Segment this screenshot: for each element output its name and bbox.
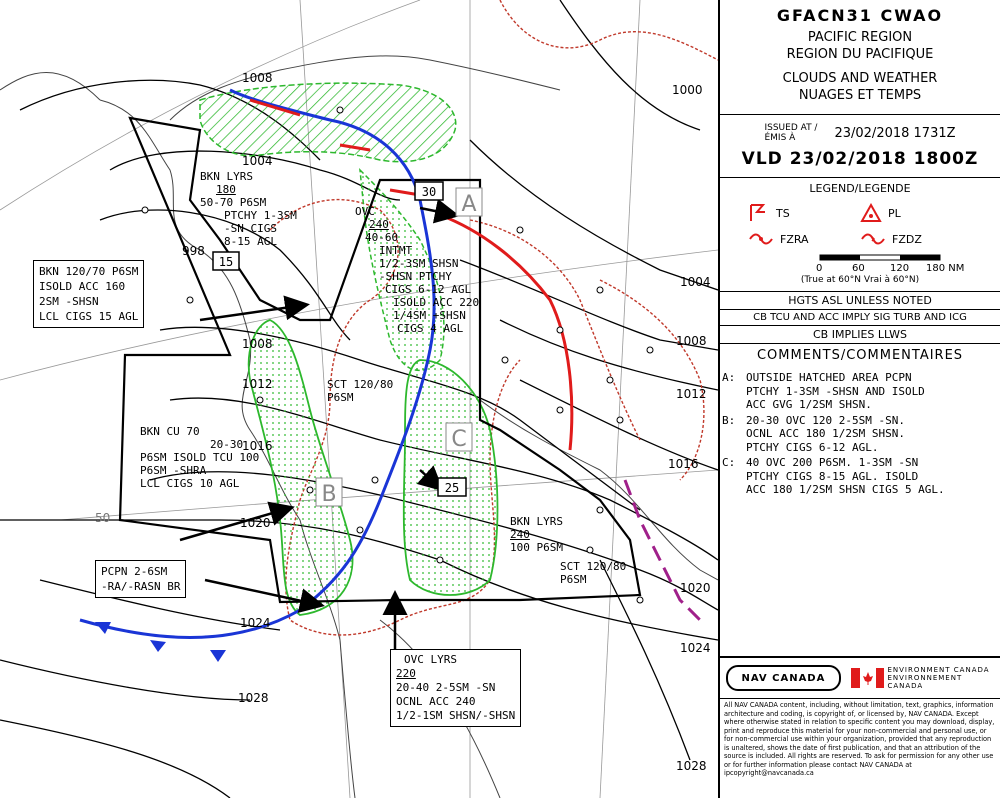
box-line: ISOLD ACC 160 <box>39 280 126 293</box>
area-c-label: C <box>451 427 467 452</box>
isobar-label: 1008 <box>242 337 273 351</box>
coast-line: BKN CU 70 <box>140 425 200 438</box>
se2-line: P6SM <box>560 573 587 586</box>
product-en: CLOUDS AND WEATHER <box>782 71 938 86</box>
nav-canada-logo: NAV CANADA <box>726 665 841 691</box>
center-line: 240 <box>369 218 389 231</box>
center-line: 40-60 <box>365 231 399 244</box>
center-line: 1/4SM +SHSN <box>393 309 466 322</box>
se2-line: SCT 120/80 <box>560 560 627 573</box>
cb-tcu-note: CB TCU AND ACC IMPLY SIG TURB AND ICG <box>753 312 967 323</box>
box-line: 1/2-1SM SHSN/-SHSN <box>396 709 516 722</box>
env-fr: ENVIRONNEMENT CANADA <box>887 674 963 690</box>
legend-label: TS <box>776 206 790 220</box>
comments-list <box>720 363 1000 497</box>
area-a-label: A <box>461 192 477 217</box>
box-line: -RA/-RASN BR <box>101 580 181 593</box>
coast-line: LCL CIGS 10 AGL <box>140 477 240 490</box>
legend-pl <box>860 203 972 223</box>
latitude-label: 50 <box>95 511 111 525</box>
comment-line: OUTSIDE HATCHED AREA PCPN <box>746 371 912 384</box>
comment-line: 20-30 OVC 120 2-5SM -SN. <box>746 413 905 427</box>
comment-line: PTCHY 1-3SM -SHSN AND ISOLD <box>746 384 925 398</box>
comment-line: PTCHY CIGS 8-15 AGL. ISOLD <box>746 469 919 483</box>
scale-tick: 120 <box>890 263 910 274</box>
isobar-label: 1012 <box>676 387 707 401</box>
movement-speed-west: 15 <box>218 255 234 269</box>
copyright-notice: All NAV CANADA content, including, without limitation, text, graphics, information architecture and coding, is copyright of, or licensed by, NAV CANADA. Except where otherwise stated in relation to specific content you may download, display, print and reproduce this material for your non-commercial and personal use, or for non-commercial use within your organization, provided that any reproduction is unaltered, shows the date of first publication, and that an attribution of the source is included. All rights are reserved. To ask for permission for any other use or for further information please contact NAV CANADA at ipcopyright@navcanada.ca <box>724 701 995 777</box>
isobar-label: 1004 <box>680 275 711 289</box>
isobar-label: 1024 <box>240 616 271 630</box>
isobar-label: 1008 <box>676 334 707 348</box>
chart-id: GFACN31 CWAO <box>776 6 944 25</box>
center-line: -SHSN PTCHY <box>379 270 452 283</box>
ice-pellets-icon <box>860 203 882 223</box>
movement-speed-a: 30 <box>421 185 437 199</box>
region-en: PACIFIC REGION <box>807 30 913 45</box>
south-conditions-box <box>390 649 521 727</box>
movement-speed-c: 25 <box>444 481 460 495</box>
legend-grid <box>720 195 1000 247</box>
sct-line: SCT 120/80 <box>327 378 394 391</box>
env-canada-logo <box>851 666 1000 690</box>
freezing-drizzle-icon <box>860 231 886 247</box>
center-area-text <box>355 205 479 335</box>
comment-b <box>722 414 996 455</box>
scale-tick: 0 <box>816 263 823 274</box>
center-line: INTMT <box>379 244 413 257</box>
nw-line: 180 <box>216 183 236 196</box>
box-line: OCNL ACC 240 <box>396 695 476 708</box>
scale-note: (True at 60°N Vrai à 60°N) <box>800 275 920 285</box>
issued-row <box>720 123 1000 143</box>
nw-area-text <box>200 170 297 248</box>
center-line: CIGS 6-12 AGL <box>385 283 472 296</box>
coastline <box>0 56 718 798</box>
nw-line: PTCHY 1-3SM <box>224 209 297 222</box>
isobar-label: 1028 <box>676 759 707 773</box>
nw-line: 50-70 P6SM <box>200 196 267 209</box>
area-b-label: B <box>321 482 337 507</box>
product-fr: NUAGES ET TEMPS <box>798 88 922 103</box>
legend-title: LEGEND/LEGENDE <box>809 182 911 195</box>
canada-flag-icon <box>851 668 885 688</box>
nw-line: 8-15 AGL <box>224 235 277 248</box>
isobar-label: 1016 <box>668 457 699 471</box>
center-line: ISOLD ACC 220 <box>393 296 480 309</box>
se-area-text <box>510 515 563 554</box>
thunderstorm-icon <box>748 203 770 223</box>
info-panel <box>718 0 1000 798</box>
sct-line: P6SM <box>327 391 354 404</box>
legend-ts <box>748 203 860 223</box>
area-b-dots <box>249 320 353 615</box>
se-line: 100 P6SM <box>510 541 563 554</box>
sct-text <box>327 378 393 404</box>
se-line: BKN LYRS <box>510 515 563 528</box>
se-line: 240 <box>510 528 530 541</box>
logos-row <box>720 656 1000 699</box>
legend-label: FZDZ <box>892 232 922 246</box>
coast-line: P6SM ISOLD TCU 100 <box>140 451 260 464</box>
legend-fzra <box>748 231 860 247</box>
isobar-label: 1028 <box>238 691 269 705</box>
cb-llws-note: CB IMPLIES LLWS <box>813 328 907 341</box>
comment-line: PTCHY CIGS 6-12 AGL. <box>746 440 879 454</box>
isobar-label: 1004 <box>242 154 273 168</box>
trough-line <box>625 480 700 620</box>
legend-label: PL <box>888 206 901 220</box>
isobar-label: 1012 <box>242 377 273 391</box>
comment-line: ACC 180 1/2SM SHSN CIGS 5 AGL. <box>746 483 945 496</box>
isobar-label: 1000 <box>672 83 703 97</box>
comment-line: 40 OVC 200 P6SM. 1-3SM -SN <box>746 456 919 469</box>
isobar-label: 1020 <box>680 581 711 595</box>
center-line: OVC <box>355 205 375 218</box>
isobar-label: 1024 <box>680 641 711 655</box>
freezing-rain-icon <box>748 231 774 247</box>
distance-scale <box>720 253 1000 287</box>
title-block <box>720 0 1000 104</box>
legend-fzdz <box>860 231 972 247</box>
comment-key: B: <box>722 413 736 427</box>
box-line: 20-40 2-5SM -SN <box>396 681 496 694</box>
pcpn-box <box>95 560 186 598</box>
issued-value: 23/02/2018 1731Z <box>834 125 956 141</box>
comment-key: C: <box>722 456 736 469</box>
box-line: 220 <box>396 667 416 680</box>
scale-tick: 180 NM <box>926 263 965 274</box>
issued-label: ISSUED AT / ÉMIS À <box>764 123 818 143</box>
center-line: CIGS 4 AGL <box>397 322 464 335</box>
comment-c <box>722 456 996 497</box>
center-line: 1/2-3SM SHSN <box>379 257 459 270</box>
isobar-label: 1020 <box>240 516 271 530</box>
env-en: ENVIRONMENT CANADA <box>887 666 990 674</box>
box-line: PCPN 2-6SM <box>101 565 168 578</box>
comment-line: ACC GVG 1/2SM SHSN. <box>746 398 872 411</box>
comment-key: A: <box>722 371 736 384</box>
isobar-label: 1008 <box>242 71 273 85</box>
box-line: 2SM -SHSN <box>39 295 99 308</box>
region-fr: REGION DU PACIFIQUE <box>786 47 934 62</box>
nw-line: -SN CIGS <box>224 222 277 235</box>
isobar-label: 998 <box>182 244 205 258</box>
isobar-label: 1016 <box>242 439 273 453</box>
box-line: BKN 120/70 P6SM <box>39 265 139 278</box>
box-line: LCL CIGS 15 AGL <box>39 310 139 323</box>
hgts-note: HGTS ASL UNLESS NOTED <box>788 294 932 307</box>
valid-time: VLD 23/02/2018 1800Z <box>741 149 979 169</box>
coast-line: P6SM -SHRA <box>140 464 207 477</box>
nw-line: BKN LYRS <box>200 170 253 183</box>
comments-title: COMMENTS/COMMENTAIRES <box>756 348 964 363</box>
comment-a <box>722 371 996 412</box>
scale-tick: 60 <box>852 263 865 274</box>
se2-area-text <box>560 560 626 586</box>
coast-area-text <box>140 425 259 490</box>
box-line: OVC LYRS <box>404 653 457 666</box>
comment-line: OCNL ACC 180 1/2SM SHSN. <box>746 427 905 440</box>
legend-label: FZRA <box>780 232 809 246</box>
west-conditions-box <box>33 260 144 328</box>
coast-line: 20-30 <box>210 438 244 451</box>
